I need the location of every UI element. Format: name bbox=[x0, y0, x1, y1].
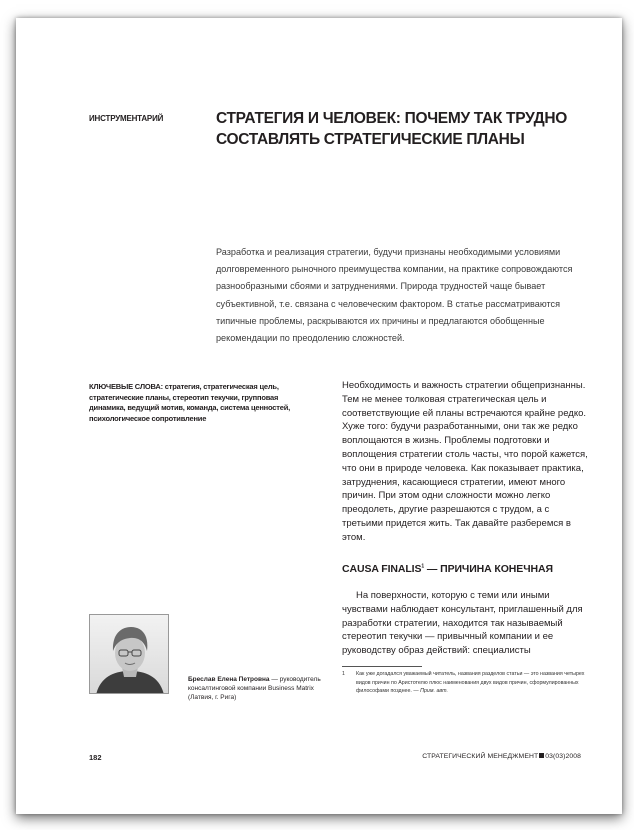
footnote-attribution: Прим. авт. bbox=[418, 688, 448, 695]
issue-number: 03(03)2008 bbox=[545, 753, 581, 760]
square-bullet-icon bbox=[539, 753, 544, 758]
footnote-rule bbox=[342, 666, 422, 667]
author-description: — руководитель консалтинговой компании Business Matrix (Латвия, г. Рига) bbox=[188, 676, 321, 701]
keywords bbox=[89, 382, 307, 424]
body-section-paragraph: На поверхности, которую с теми или иными чувствами наблюдает консультант, приглашенный для разработки стратегии, находится так называемый стереотип текучки — привычный компании и ее руководству образ действий: специалисты bbox=[342, 590, 583, 657]
author-portrait-image bbox=[90, 615, 169, 694]
section-heading bbox=[342, 563, 602, 575]
author-name: Бреслав Елена Петровна bbox=[188, 676, 270, 683]
author-photo bbox=[89, 614, 169, 694]
journal-name: СТРАТЕГИЧЕСКИЙ МЕНЕДЖМЕНТ bbox=[422, 753, 539, 760]
footnote-reference: 1 bbox=[421, 563, 425, 570]
keywords-label: КЛЮЧЕВЫЕ СЛОВА: bbox=[89, 382, 163, 391]
section-label: ИНСТРУМЕНТАРИЙ bbox=[89, 114, 164, 123]
author-bio bbox=[188, 675, 338, 702]
page-number: 182 bbox=[89, 753, 102, 762]
footnote-text: Как уже догадался уважаемый читатель, названия разделов статьи — это названия четырех видов причин по Аристотелю плюс наименования двух видов причин, сформулированных философами позднее. — bbox=[356, 671, 585, 695]
footnote bbox=[342, 670, 594, 696]
keywords-text: стратегия, стратегическая цель, стратегические планы, стереотип текучки, групповая динамика, ведущий мотив, команда, система ценностей, психологическое сопротивление bbox=[89, 382, 290, 423]
article-title: СТРАТЕГИЯ И ЧЕЛОВЕК: ПОЧЕМУ ТАК ТРУДНО СОСТАВЛЯТЬ СТРАТЕГИЧЕСКИЕ ПЛАНЫ bbox=[216, 110, 568, 148]
magazine-page bbox=[16, 18, 622, 814]
article-abstract: Разработка и реализация стратегии, будучи признаны необходимыми условиями долговременного рыночного преимущества компании, на практике сопровождаются разнообразными сбоями и затруднениями. Природа трудностей чаще бывает субъективной, т.е. связана с человеческим фактором. В статье рассматриваются типичные проблемы, раскрываются их причины и предлагаются обобщенные рекомендации по преодолению сложностей. bbox=[216, 247, 573, 344]
body-intro-paragraph: Необходимость и важность стратегии общепризнанны. Тем не менее толковая стратегическая цель и соответствующие ей планы встречаются крайне редко. Хуже того: будучи разработанными, они так же редко воплощаются в жизнь. Проблемы подготовки и воплощения стратегии столь часты, что порой кажется, что они в природе человека. Как показывает практика, затруднения, касающиеся стратегии, имеют много причин. При этом одни сложности можно легко преодолеть, другие разрешаются с трудом, а с третьими придется жить. Так давайте разберемся в этом. bbox=[342, 380, 588, 543]
running-footer bbox=[422, 753, 581, 760]
section-heading-latin: CAUSA FINALIS bbox=[342, 563, 422, 575]
section-heading-russian: — ПРИЧИНА КОНЕЧНАЯ bbox=[424, 563, 553, 575]
footnote-mark: 1 bbox=[342, 671, 345, 677]
